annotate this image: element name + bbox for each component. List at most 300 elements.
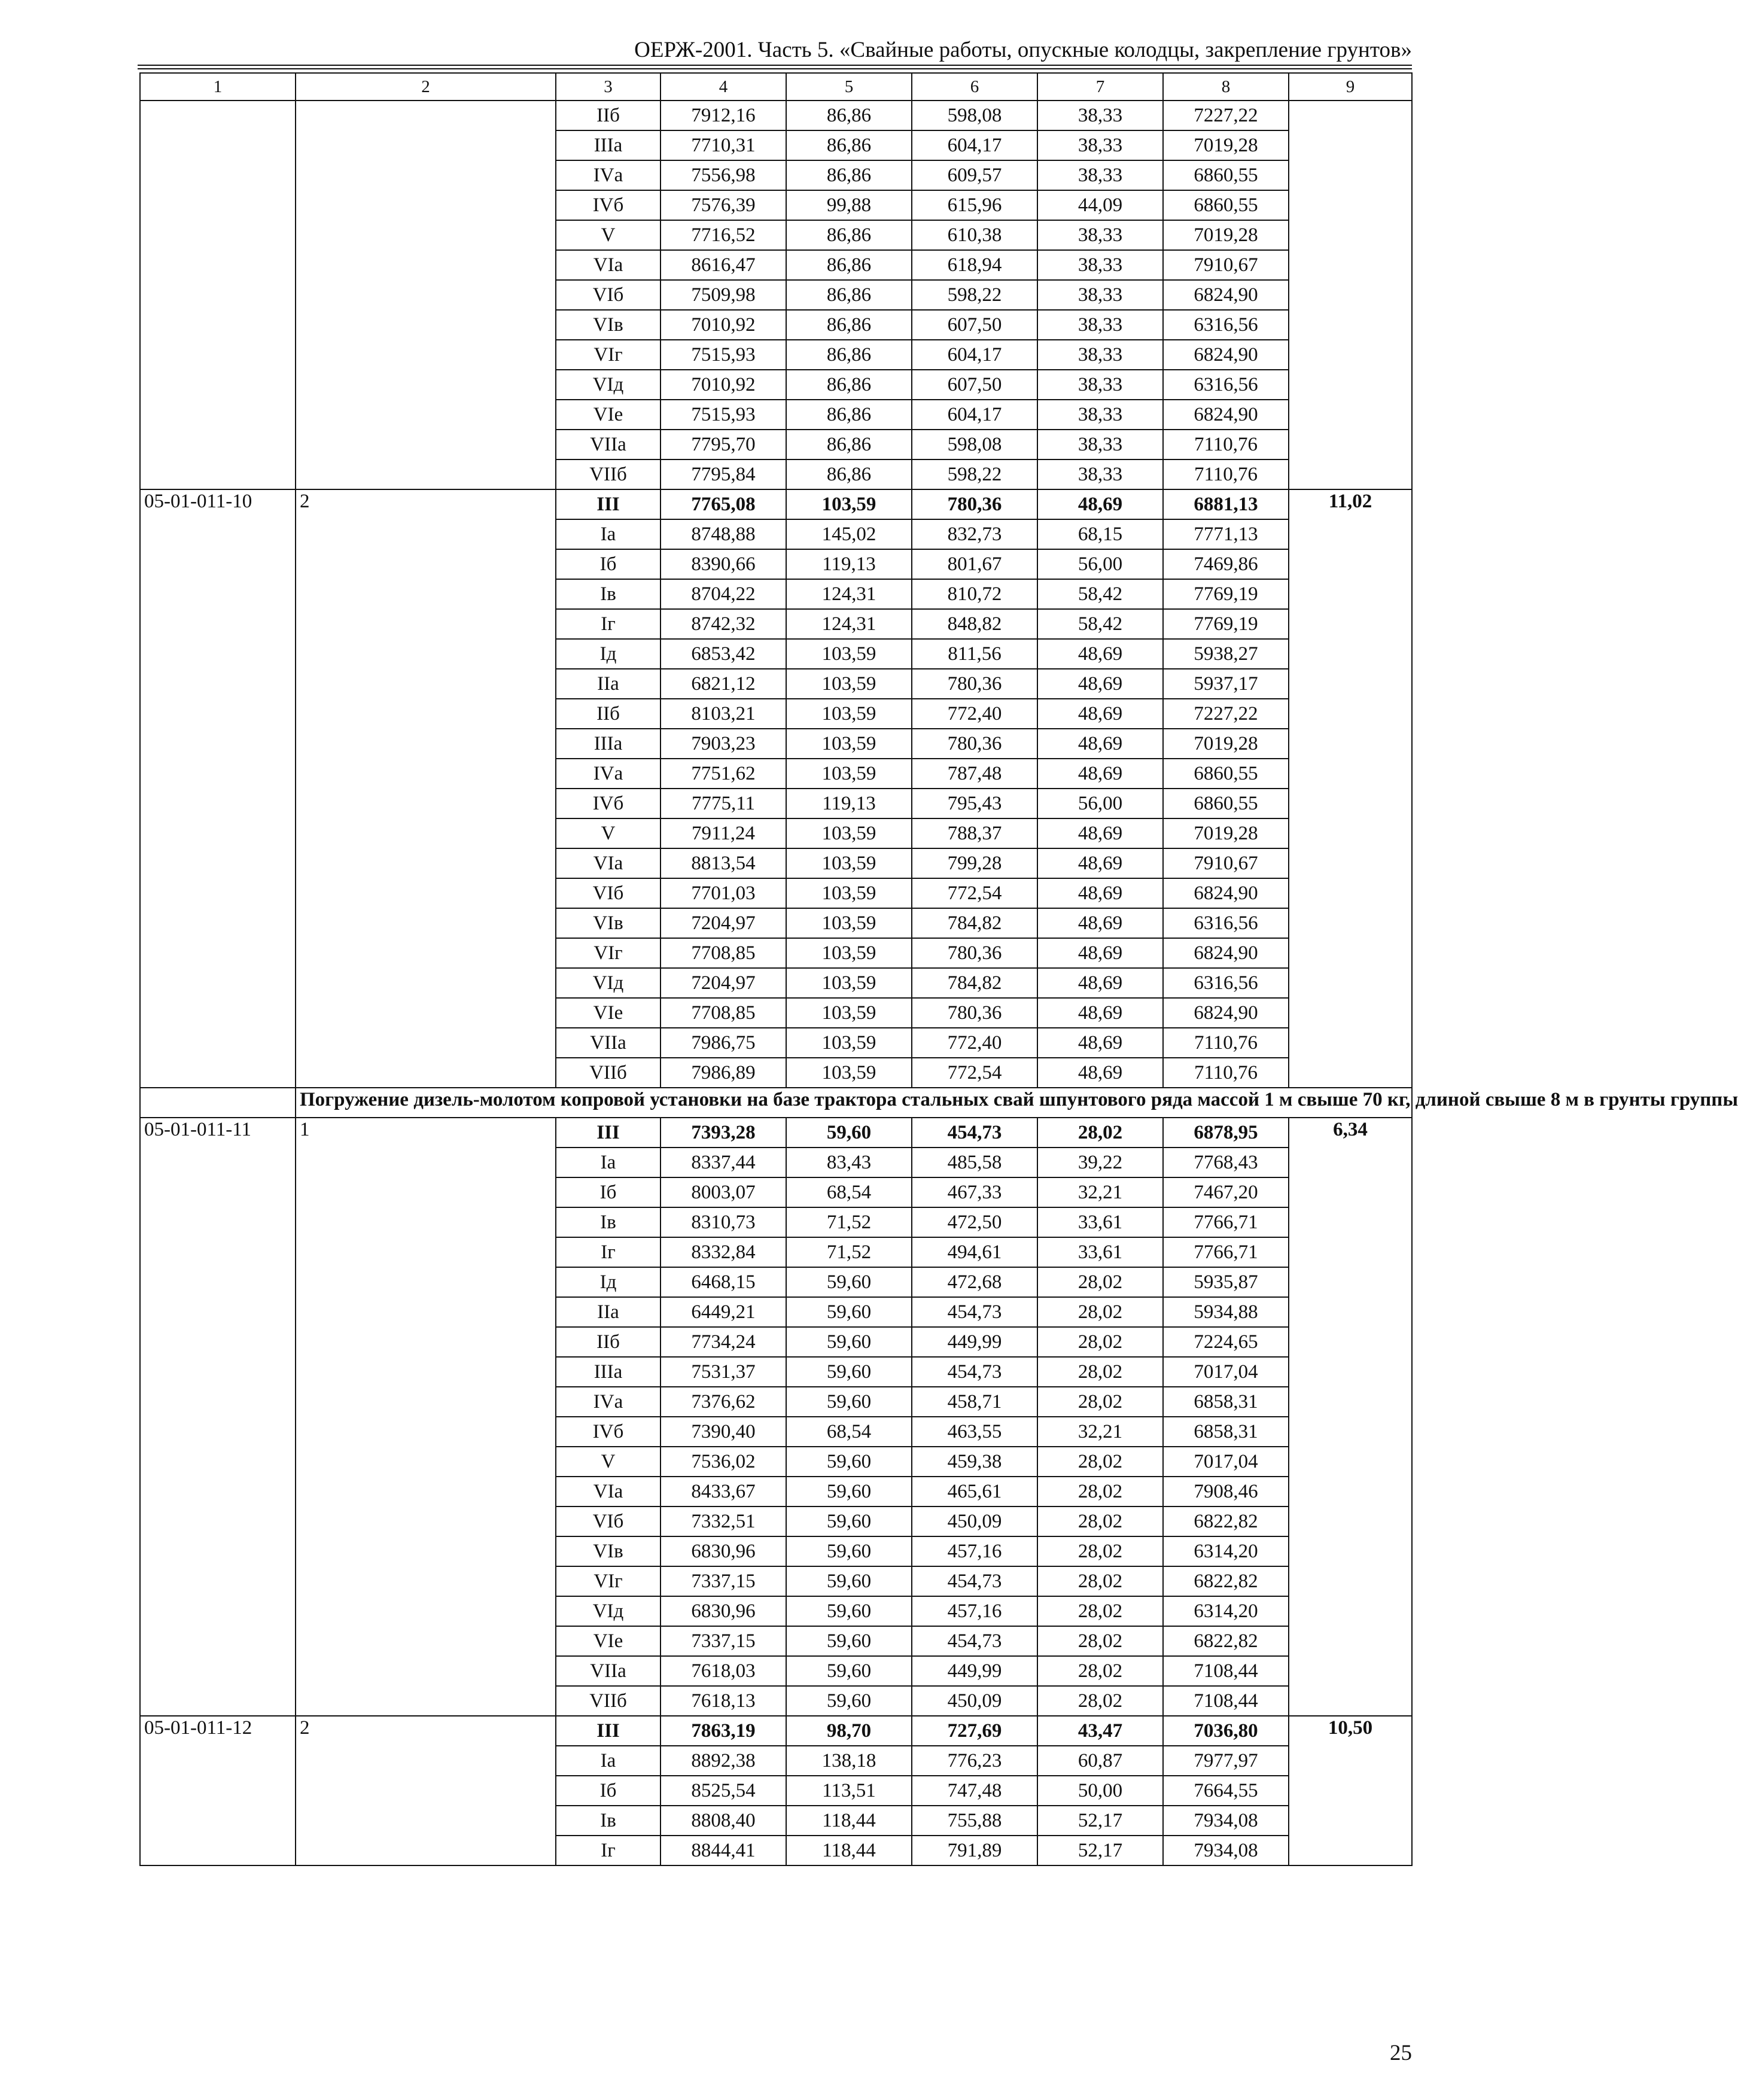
column-number: 9	[1289, 73, 1412, 101]
table-cell: 7775,11	[660, 789, 786, 818]
table-cell: 795,43	[912, 789, 1037, 818]
table-cell: 86,86	[786, 370, 912, 400]
table-cell: 28,02	[1037, 1118, 1163, 1148]
table-cell: 86,86	[786, 220, 912, 250]
header-rule-double	[138, 68, 1412, 69]
soil-category: VIе	[556, 1626, 660, 1656]
soil-category: Iа	[556, 1148, 660, 1177]
table-cell: 33,61	[1037, 1237, 1163, 1267]
table-cell: 38,33	[1037, 459, 1163, 489]
table-cell: 598,08	[912, 101, 1037, 130]
table-cell: 52,17	[1037, 1836, 1163, 1865]
table-cell: 103,59	[786, 998, 912, 1028]
soil-category: IVа	[556, 1387, 660, 1417]
table-cell: 7708,85	[660, 998, 786, 1028]
table-cell: 7110,76	[1163, 430, 1289, 459]
table-cell: 6858,31	[1163, 1417, 1289, 1447]
table-cell: 772,54	[912, 1058, 1037, 1088]
table-cell: 68,54	[786, 1177, 912, 1207]
table-cell: 7227,22	[1163, 101, 1289, 130]
table-cell: 7108,44	[1163, 1686, 1289, 1716]
table-cell: 6881,13	[1163, 489, 1289, 519]
soil-category: IIб	[556, 1327, 660, 1357]
table-cell: 48,69	[1037, 1058, 1163, 1088]
table-cell: 71,52	[786, 1207, 912, 1237]
table-cell: 7515,93	[660, 340, 786, 370]
table-cell: 7766,71	[1163, 1237, 1289, 1267]
total-value: 6,34	[1289, 1118, 1412, 1716]
table-row	[140, 101, 1412, 130]
table-cell: 610,38	[912, 220, 1037, 250]
table-cell: 59,60	[786, 1267, 912, 1297]
table-cell: 38,33	[1037, 160, 1163, 190]
soil-category: VIб	[556, 1506, 660, 1536]
table-cell: 7019,28	[1163, 130, 1289, 160]
soil-category: Iа	[556, 519, 660, 549]
table-cell: 7576,39	[660, 190, 786, 220]
column-number: 6	[912, 73, 1037, 101]
table-cell: 59,60	[786, 1626, 912, 1656]
soil-category: Iг	[556, 609, 660, 639]
table-cell: 755,88	[912, 1806, 1037, 1836]
soil-category: IVа	[556, 759, 660, 789]
table-cell: 6314,20	[1163, 1596, 1289, 1626]
table-cell: 485,58	[912, 1148, 1037, 1177]
table-cell: 7618,13	[660, 1686, 786, 1716]
table-cell: 7019,28	[1163, 818, 1289, 848]
table-cell: 598,22	[912, 459, 1037, 489]
table-cell: 28,02	[1037, 1626, 1163, 1656]
table-cell: 454,73	[912, 1297, 1037, 1327]
table-cell: 7332,51	[660, 1506, 786, 1536]
table-cell: 609,57	[912, 160, 1037, 190]
table-cell: 6860,55	[1163, 160, 1289, 190]
table-cell: 604,17	[912, 130, 1037, 160]
table-cell: 7469,86	[1163, 549, 1289, 579]
soil-category: Iб	[556, 549, 660, 579]
table-cell: 494,61	[912, 1237, 1037, 1267]
table-cell: 7664,55	[1163, 1776, 1289, 1806]
table-cell: 86,86	[786, 430, 912, 459]
table-cell: 83,43	[786, 1148, 912, 1177]
pile-group: 2	[296, 489, 556, 1088]
table-cell: 103,59	[786, 878, 912, 908]
soil-category: VIа	[556, 250, 660, 280]
table-cell: 747,48	[912, 1776, 1037, 1806]
table-cell: 780,36	[912, 729, 1037, 759]
table-cell: 118,44	[786, 1836, 912, 1865]
table-cell: 48,69	[1037, 818, 1163, 848]
soil-category: VIб	[556, 878, 660, 908]
table-cell: 6830,96	[660, 1536, 786, 1566]
table-cell: 7110,76	[1163, 1028, 1289, 1058]
table-cell: 103,59	[786, 1058, 912, 1088]
table-cell: 6314,20	[1163, 1536, 1289, 1566]
soil-category: VIIб	[556, 1686, 660, 1716]
table-cell: 7515,93	[660, 400, 786, 430]
table-cell: 28,02	[1037, 1447, 1163, 1477]
table-cell: 7771,13	[1163, 519, 1289, 549]
table-cell: 7556,98	[660, 160, 786, 190]
table-cell: 103,59	[786, 669, 912, 699]
column-number: 4	[660, 73, 786, 101]
table-cell: 7977,97	[1163, 1746, 1289, 1776]
table-cell: 6824,90	[1163, 938, 1289, 968]
table-cell: 119,13	[786, 789, 912, 818]
table-cell: 59,60	[786, 1656, 912, 1686]
soil-category: IIб	[556, 699, 660, 729]
table-cell: 7017,04	[1163, 1447, 1289, 1477]
table-cell: 6316,56	[1163, 370, 1289, 400]
table-cell: 7509,98	[660, 280, 786, 310]
table-cell: 8525,54	[660, 1776, 786, 1806]
table-cell: 44,09	[1037, 190, 1163, 220]
table-cell: 832,73	[912, 519, 1037, 549]
table-cell: 103,59	[786, 908, 912, 938]
soil-category: VIа	[556, 848, 660, 878]
table-cell: 38,33	[1037, 220, 1163, 250]
table-cell: 7467,20	[1163, 1177, 1289, 1207]
page-number: 25	[1390, 2041, 1412, 2065]
table-cell: 6853,42	[660, 639, 786, 669]
soil-category: VIIа	[556, 1656, 660, 1686]
column-number: 3	[556, 73, 660, 101]
soil-category: V	[556, 818, 660, 848]
table-cell: 7618,03	[660, 1656, 786, 1686]
soil-category: VIIб	[556, 1058, 660, 1088]
table-cell: 7531,37	[660, 1357, 786, 1387]
table-cell: 6858,31	[1163, 1387, 1289, 1417]
table-cell: 7716,52	[660, 220, 786, 250]
code-cell	[140, 101, 296, 489]
table-cell: 7390,40	[660, 1417, 786, 1447]
table-cell: 780,36	[912, 938, 1037, 968]
table-cell: 59,60	[786, 1596, 912, 1626]
soil-category: VIг	[556, 1566, 660, 1596]
table-cell: 38,33	[1037, 340, 1163, 370]
rate-code: 05-01-011-10	[140, 489, 296, 1088]
pile-group: 1	[296, 1118, 556, 1716]
table-cell: 48,69	[1037, 729, 1163, 759]
table-cell: 59,60	[786, 1447, 912, 1477]
table-cell: 59,60	[786, 1477, 912, 1506]
soil-category: III	[556, 489, 660, 519]
soil-category: Iв	[556, 579, 660, 609]
table-cell: 7204,97	[660, 908, 786, 938]
table-cell: 449,99	[912, 1656, 1037, 1686]
table-cell: 43,47	[1037, 1716, 1163, 1746]
table-cell: 6860,55	[1163, 190, 1289, 220]
table-cell: 103,59	[786, 699, 912, 729]
table-cell: 8748,88	[660, 519, 786, 549]
table-cell: 780,36	[912, 669, 1037, 699]
table-cell: 772,54	[912, 878, 1037, 908]
table-cell: 8337,44	[660, 1148, 786, 1177]
table-cell: 450,09	[912, 1506, 1037, 1536]
table-cell: 28,02	[1037, 1267, 1163, 1297]
table-cell: 7934,08	[1163, 1836, 1289, 1865]
column-number: 5	[786, 73, 912, 101]
table-cell: 59,60	[786, 1357, 912, 1387]
table-cell: 56,00	[1037, 789, 1163, 818]
table-cell: 7903,23	[660, 729, 786, 759]
table-cell: 7986,89	[660, 1058, 786, 1088]
table-cell: 7795,70	[660, 430, 786, 459]
table-cell: 5938,27	[1163, 639, 1289, 669]
table-cell: 124,31	[786, 579, 912, 609]
table-cell: 38,33	[1037, 310, 1163, 340]
table-cell: 99,88	[786, 190, 912, 220]
table-cell: 801,67	[912, 549, 1037, 579]
table-cell: 727,69	[912, 1716, 1037, 1746]
table-cell: 28,02	[1037, 1506, 1163, 1536]
soil-category: V	[556, 220, 660, 250]
table-cell: 8892,38	[660, 1746, 786, 1776]
soil-category: IVа	[556, 160, 660, 190]
table-cell: 615,96	[912, 190, 1037, 220]
soil-category: VIг	[556, 340, 660, 370]
rates-table	[139, 72, 1738, 1866]
table-cell: 86,86	[786, 250, 912, 280]
page-header: ОЕРЖ-2001. Часть 5. «Свайные работы, опускные колодцы, закрепление грунтов»	[634, 38, 1412, 62]
table-cell: 32,21	[1037, 1177, 1163, 1207]
table-cell: 138,18	[786, 1746, 912, 1776]
table-cell: 48,69	[1037, 489, 1163, 519]
table-cell: 86,86	[786, 130, 912, 160]
table-cell: 86,86	[786, 310, 912, 340]
soil-category: VIIб	[556, 459, 660, 489]
soil-category: VIа	[556, 1477, 660, 1506]
table-cell: 7019,28	[1163, 220, 1289, 250]
table-cell: 86,86	[786, 459, 912, 489]
table-cell: 780,36	[912, 489, 1037, 519]
table-cell: 7769,19	[1163, 579, 1289, 609]
soil-category: VIIа	[556, 1028, 660, 1058]
table-cell: 145,02	[786, 519, 912, 549]
table-cell: 5935,87	[1163, 1267, 1289, 1297]
table-cell: 7701,03	[660, 878, 786, 908]
table-cell: 457,16	[912, 1536, 1037, 1566]
table-cell: 6449,21	[660, 1297, 786, 1327]
table-cell: 7986,75	[660, 1028, 786, 1058]
table-cell: 7108,44	[1163, 1656, 1289, 1686]
table-cell: 463,55	[912, 1417, 1037, 1447]
soil-category: III	[556, 1716, 660, 1746]
table-cell: 7227,22	[1163, 699, 1289, 729]
table-cell: 28,02	[1037, 1536, 1163, 1566]
table-cell: 28,02	[1037, 1596, 1163, 1626]
table-cell: 7337,15	[660, 1626, 786, 1656]
table-cell: 33,61	[1037, 1207, 1163, 1237]
pile-group: 2	[296, 1716, 556, 1865]
table-cell: 7766,71	[1163, 1207, 1289, 1237]
soil-category: Iг	[556, 1237, 660, 1267]
table-cell: 38,33	[1037, 430, 1163, 459]
soil-category: Iд	[556, 1267, 660, 1297]
table-cell: 8844,41	[660, 1836, 786, 1865]
table-cell: 7010,92	[660, 310, 786, 340]
table-cell: 784,82	[912, 968, 1037, 998]
soil-category: Iв	[556, 1806, 660, 1836]
soil-category: VIд	[556, 1596, 660, 1626]
table-cell: 38,33	[1037, 250, 1163, 280]
table-cell: 38,33	[1037, 130, 1163, 160]
table-cell: 8103,21	[660, 699, 786, 729]
table-cell: 103,59	[786, 759, 912, 789]
table-cell: 86,86	[786, 101, 912, 130]
table-cell: 68,54	[786, 1417, 912, 1447]
table-cell: 48,69	[1037, 968, 1163, 998]
table-cell: 7934,08	[1163, 1806, 1289, 1836]
table-cell: 103,59	[786, 1028, 912, 1058]
table-row-main	[140, 1716, 1412, 1746]
table-cell: 7708,85	[660, 938, 786, 968]
table-cell: 48,69	[1037, 908, 1163, 938]
table-cell: 6821,12	[660, 669, 786, 699]
table-cell: 6822,82	[1163, 1626, 1289, 1656]
table-cell: 454,73	[912, 1566, 1037, 1596]
table-cell: 59,60	[786, 1686, 912, 1716]
soil-category: VIв	[556, 310, 660, 340]
table-cell: 86,86	[786, 280, 912, 310]
table-cell: 59,60	[786, 1118, 912, 1148]
table-cell: 48,69	[1037, 1028, 1163, 1058]
table-cell: 6468,15	[660, 1267, 786, 1297]
table-cell: 7734,24	[660, 1327, 786, 1357]
table-cell: 7863,19	[660, 1716, 786, 1746]
table-cell: 7224,65	[1163, 1327, 1289, 1357]
table-cell: 52,17	[1037, 1806, 1163, 1836]
table-cell: 7769,19	[1163, 609, 1289, 639]
table-row-main	[140, 489, 1412, 519]
table-cell: 604,17	[912, 400, 1037, 430]
table-cell: 103,59	[786, 968, 912, 998]
table-cell: 7036,80	[1163, 1716, 1289, 1746]
table-cell: 28,02	[1037, 1327, 1163, 1357]
table-cell: 28,02	[1037, 1387, 1163, 1417]
soil-category: Iб	[556, 1776, 660, 1806]
table-cell: 103,59	[786, 848, 912, 878]
table-cell: 618,94	[912, 250, 1037, 280]
table-cell: 7768,43	[1163, 1148, 1289, 1177]
soil-category: VIб	[556, 280, 660, 310]
table-cell: 48,69	[1037, 759, 1163, 789]
table-cell: 791,89	[912, 1836, 1037, 1865]
table-cell: 58,42	[1037, 579, 1163, 609]
table-cell: 454,73	[912, 1626, 1037, 1656]
table-cell: 39,22	[1037, 1148, 1163, 1177]
table-cell: 598,22	[912, 280, 1037, 310]
table-cell: 38,33	[1037, 280, 1163, 310]
rate-code: 05-01-011-11	[140, 1118, 296, 1716]
table-cell: 103,59	[786, 489, 912, 519]
table-cell: 103,59	[786, 818, 912, 848]
table-cell: 8433,67	[660, 1477, 786, 1506]
table-cell: 8390,66	[660, 549, 786, 579]
table-cell: 28,02	[1037, 1656, 1163, 1686]
table-cell: 8003,07	[660, 1177, 786, 1207]
table-cell: 7795,84	[660, 459, 786, 489]
table-cell: 7765,08	[660, 489, 786, 519]
table-cell: 6822,82	[1163, 1566, 1289, 1596]
table-cell: 28,02	[1037, 1357, 1163, 1387]
table-cell: 8742,32	[660, 609, 786, 639]
table-cell: 8704,22	[660, 579, 786, 609]
table-cell: 119,13	[786, 549, 912, 579]
table-cell: 784,82	[912, 908, 1037, 938]
soil-category: IIIа	[556, 130, 660, 160]
soil-category: Iв	[556, 1207, 660, 1237]
table-cell: 811,56	[912, 639, 1037, 669]
table-cell: 56,00	[1037, 549, 1163, 579]
table-cell: 103,59	[786, 729, 912, 759]
table-cell: 7204,97	[660, 968, 786, 998]
table-cell: 7710,31	[660, 130, 786, 160]
table-cell: 454,73	[912, 1357, 1037, 1387]
table-cell: 465,61	[912, 1477, 1037, 1506]
table-cell: 458,71	[912, 1387, 1037, 1417]
column-number: 2	[296, 73, 556, 101]
table-cell: 810,72	[912, 579, 1037, 609]
table-cell: 6860,55	[1163, 789, 1289, 818]
table-cell: 6878,95	[1163, 1118, 1289, 1148]
table-cell: 7337,15	[660, 1566, 786, 1596]
table-cell: 8808,40	[660, 1806, 786, 1836]
table-cell: 86,86	[786, 400, 912, 430]
table-cell: 7110,76	[1163, 1058, 1289, 1088]
table-cell: 86,86	[786, 160, 912, 190]
table-cell: 8813,54	[660, 848, 786, 878]
table-cell: 6824,90	[1163, 280, 1289, 310]
total-value: 10,50	[1289, 1716, 1412, 1865]
table-row-main	[140, 1118, 1412, 1148]
table-cell: 48,69	[1037, 998, 1163, 1028]
soil-category: IIIа	[556, 1357, 660, 1387]
table-cell: 598,08	[912, 430, 1037, 459]
table-cell: 7017,04	[1163, 1357, 1289, 1387]
soil-category: IVб	[556, 789, 660, 818]
table-cell: 59,60	[786, 1506, 912, 1536]
table-cell: 8310,73	[660, 1207, 786, 1237]
table-cell: 607,50	[912, 370, 1037, 400]
soil-category: IVб	[556, 190, 660, 220]
table-cell: 48,69	[1037, 938, 1163, 968]
table-cell: 48,69	[1037, 699, 1163, 729]
table-cell: 59,60	[786, 1327, 912, 1357]
table-cell: 772,40	[912, 699, 1037, 729]
table-cell: 113,51	[786, 1776, 912, 1806]
total-value: 11,02	[1289, 489, 1412, 1088]
table-cell: 58,42	[1037, 609, 1163, 639]
table-cell: 6822,82	[1163, 1506, 1289, 1536]
table-cell: 8616,47	[660, 250, 786, 280]
table-cell: 454,73	[912, 1118, 1037, 1148]
table-cell: 472,50	[912, 1207, 1037, 1237]
table-cell: 124,31	[786, 609, 912, 639]
table-cell: 48,69	[1037, 878, 1163, 908]
rate-code: 05-01-011-12	[140, 1716, 296, 1865]
soil-category: VIд	[556, 968, 660, 998]
table-cell: 7751,62	[660, 759, 786, 789]
table-cell: 48,69	[1037, 639, 1163, 669]
table-cell: 103,59	[786, 938, 912, 968]
table-cell: 38,33	[1037, 370, 1163, 400]
soil-category: VIд	[556, 370, 660, 400]
table-cell: 467,33	[912, 1177, 1037, 1207]
soil-category: IVб	[556, 1417, 660, 1447]
table-cell: 86,86	[786, 340, 912, 370]
table-cell: 787,48	[912, 759, 1037, 789]
